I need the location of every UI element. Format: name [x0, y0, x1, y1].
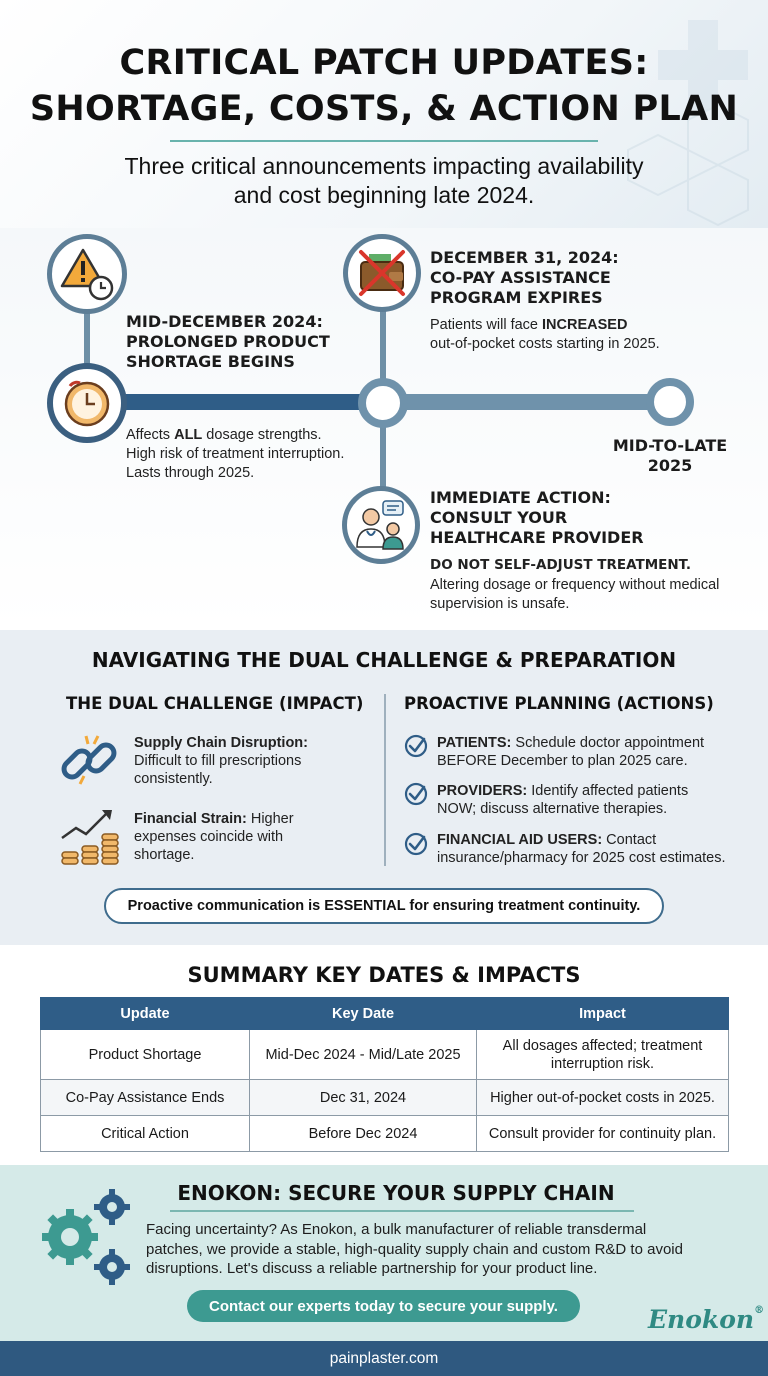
shortage-desc-pre: Affects — [126, 427, 175, 443]
checkmark-icon — [404, 734, 428, 758]
action-heading-line-2: CONSULT YOUR — [430, 508, 568, 527]
dual-challenge-title: NAVIGATING THE DUAL CHALLENGE & PREPARATION — [91, 648, 677, 672]
action-description — [430, 576, 719, 614]
table-cell-date: Mid-Dec 2024 - Mid/Late 2025 — [250, 1030, 477, 1080]
shortage-heading — [126, 312, 330, 372]
shortage-desc-bold: ALL — [174, 427, 203, 443]
checkmark-icon — [404, 832, 428, 856]
enokon-logo-text: Enokon — [648, 1305, 755, 1334]
action-heading — [430, 488, 644, 548]
action-item-patients — [437, 734, 704, 770]
table-cell-impact: Higher out-of-pocket costs in 2025. — [477, 1080, 729, 1116]
doctor-consult-icon — [353, 497, 409, 553]
table-cell-impact: Consult provider for continuity plan. — [477, 1116, 729, 1152]
shortage-heading-line-1: MID-DECEMBER 2024: — [126, 312, 323, 331]
shortage-heading-line-2: PROLONGED PRODUCT — [126, 332, 330, 351]
summary-title: SUMMARY KEY DATES & IMPACTS — [187, 963, 581, 987]
action-item-providers — [437, 782, 688, 818]
broken-chain-icon — [58, 730, 120, 792]
column-header-key-date: Key Date — [250, 998, 477, 1030]
shortage-desc-post: dosage strengths. — [202, 427, 322, 443]
timeline-bar-future — [386, 394, 670, 410]
impact-column-heading: THE DUAL CHALLENGE (IMPACT) — [66, 694, 364, 713]
shortage-desc-line-2: High risk of treatment interruption. — [126, 446, 345, 462]
timeline-bar-past — [100, 394, 386, 410]
warning-clock-icon — [59, 246, 115, 302]
rising-costs-icon — [58, 808, 124, 868]
alarm-clock-icon-badge — [47, 363, 127, 443]
footer — [0, 1341, 768, 1376]
page-subtitle — [60, 152, 708, 210]
summary-table — [40, 997, 729, 1152]
timeline-node-dec-31 — [358, 378, 408, 428]
shortage-description — [126, 426, 344, 483]
table-cell-update: Product Shortage — [41, 1030, 250, 1080]
table-cell-update: Critical Action — [41, 1116, 250, 1152]
impact-2-line-3: shortage. — [134, 847, 195, 863]
table-cell-impact — [477, 1030, 729, 1080]
doctor-consult-icon-badge — [342, 486, 420, 564]
page-title — [0, 40, 768, 132]
page-subtitle-line-2: and cost beginning late 2024. — [233, 182, 535, 208]
table-row — [41, 1030, 729, 1080]
action-heading-line-1: IMMEDIATE ACTION: — [430, 488, 611, 507]
copay-description — [430, 316, 660, 354]
table-cell-update: Co-Pay Assistance Ends — [41, 1080, 250, 1116]
communication-callout: Proactive communication is ESSENTIAL for ensuring treatment continuity. — [104, 888, 664, 924]
table-row — [41, 1080, 729, 1116]
dual-challenge-section — [0, 630, 768, 945]
impact-1-line-2: Difficult to fill prescriptions — [134, 753, 302, 769]
impact-item-supply-chain — [134, 734, 308, 788]
timeline-node-end — [646, 378, 694, 426]
impact-1-bold: Supply Chain Disruption: — [134, 735, 308, 751]
warning-clock-icon-badge — [47, 234, 127, 314]
impact-1-line-3: consistently. — [134, 771, 213, 787]
shortage-heading-line-3: SHORTAGE BEGINS — [126, 352, 295, 371]
website-link[interactable]: painplaster.com — [329, 1349, 439, 1367]
timeline-end-label-line-1: MID-TO-LATE — [612, 436, 728, 455]
enokon-text-line-2: patches, we provide a stable, high-quality supply chain and custom R&D to avoid — [146, 1240, 683, 1258]
action-heading-line-3: HEALTHCARE PROVIDER — [430, 528, 644, 547]
copay-heading — [430, 248, 619, 308]
page-subtitle-line-1: Three critical announcements impacting availability — [124, 153, 644, 179]
copay-heading-line-2: CO-PAY ASSISTANCE — [430, 268, 611, 287]
impact-2-rest: Higher — [246, 811, 294, 827]
contact-experts-button[interactable]: Contact our experts today to secure your supply. — [187, 1290, 580, 1322]
impact-item-financial — [134, 810, 294, 864]
column-header-update: Update — [41, 998, 250, 1030]
action-3-bold: FINANCIAL AID USERS: — [437, 832, 603, 848]
enokon-text-line-1: Facing uncertainty? As Enokon, a bulk manufacturer of reliable transdermal — [146, 1221, 647, 1238]
actions-column-heading: PROACTIVE PLANNING (ACTIONS) — [404, 694, 714, 713]
impact-line-1: All dosages affected; treatment — [502, 1037, 703, 1054]
action-3-rest: Contact — [602, 832, 657, 848]
table-cell-date: Dec 31, 2024 — [250, 1080, 477, 1116]
action-2-line-2: NOW; discuss alternative therapies. — [437, 801, 668, 817]
action-1-line-2: BEFORE December to plan 2025 care. — [437, 753, 688, 769]
title-divider — [170, 140, 598, 142]
summary-section — [0, 945, 768, 1165]
action-2-rest: Identify affected patients — [527, 783, 689, 799]
checkmark-icon — [404, 782, 428, 806]
wallet-cancel-icon-badge — [343, 234, 421, 312]
action-desc-line-1: Altering dosage or frequency without medical — [430, 577, 720, 593]
table-header-row — [41, 998, 729, 1030]
copay-desc-line-2: out-of-pocket costs starting in 2025. — [430, 336, 660, 352]
enokon-divider — [170, 1210, 634, 1212]
enokon-logo — [648, 1305, 764, 1334]
timeline-end-label-line-2: 2025 — [647, 456, 693, 475]
table-cell-date: Before Dec 2024 — [250, 1116, 477, 1152]
registered-mark: ® — [754, 1305, 765, 1316]
enokon-section — [0, 1165, 768, 1341]
alarm-clock-icon — [60, 376, 114, 430]
timeline — [0, 228, 768, 630]
page-title-line-1: CRITICAL PATCH UPDATES: — [119, 43, 649, 83]
page-title-line-2: SHORTAGE, COSTS, & ACTION PLAN — [29, 89, 739, 129]
enokon-title: ENOKON: SECURE YOUR SUPPLY CHAIN — [177, 1181, 615, 1205]
action-desc-line-2: supervision is unsafe. — [430, 596, 570, 612]
impact-2-bold: Financial Strain: — [134, 811, 247, 827]
header — [0, 0, 768, 228]
enokon-description — [146, 1220, 746, 1279]
wallet-cancel-icon — [355, 246, 409, 300]
shortage-desc-line-3: Lasts through 2025. — [126, 465, 255, 481]
timeline-end-label — [600, 436, 740, 476]
impact-2-line-2: expenses coincide with — [134, 829, 284, 845]
column-divider — [384, 694, 386, 866]
action-item-financial-aid — [437, 831, 726, 867]
action-warning: DO NOT SELF-ADJUST TREATMENT. — [430, 557, 691, 573]
copay-heading-line-1: DECEMBER 31, 2024: — [430, 248, 619, 267]
copay-heading-line-3: PROGRAM EXPIRES — [430, 288, 603, 307]
impact-line-2: interruption risk. — [550, 1055, 655, 1072]
copay-desc-bold: INCREASED — [542, 317, 628, 333]
action-1-rest: Schedule doctor appointment — [511, 735, 705, 751]
action-1-bold: PATIENTS: — [437, 735, 512, 751]
enokon-text-line-3: disruptions. Let's discuss a reliable partnership for your product line. — [146, 1260, 598, 1277]
table-row — [41, 1116, 729, 1152]
copay-desc-pre: Patients will face — [430, 317, 543, 333]
action-3-line-2: insurance/pharmacy for 2025 cost estimates. — [437, 850, 726, 866]
action-2-bold: PROVIDERS: — [437, 783, 528, 799]
column-header-impact: Impact — [477, 998, 729, 1030]
